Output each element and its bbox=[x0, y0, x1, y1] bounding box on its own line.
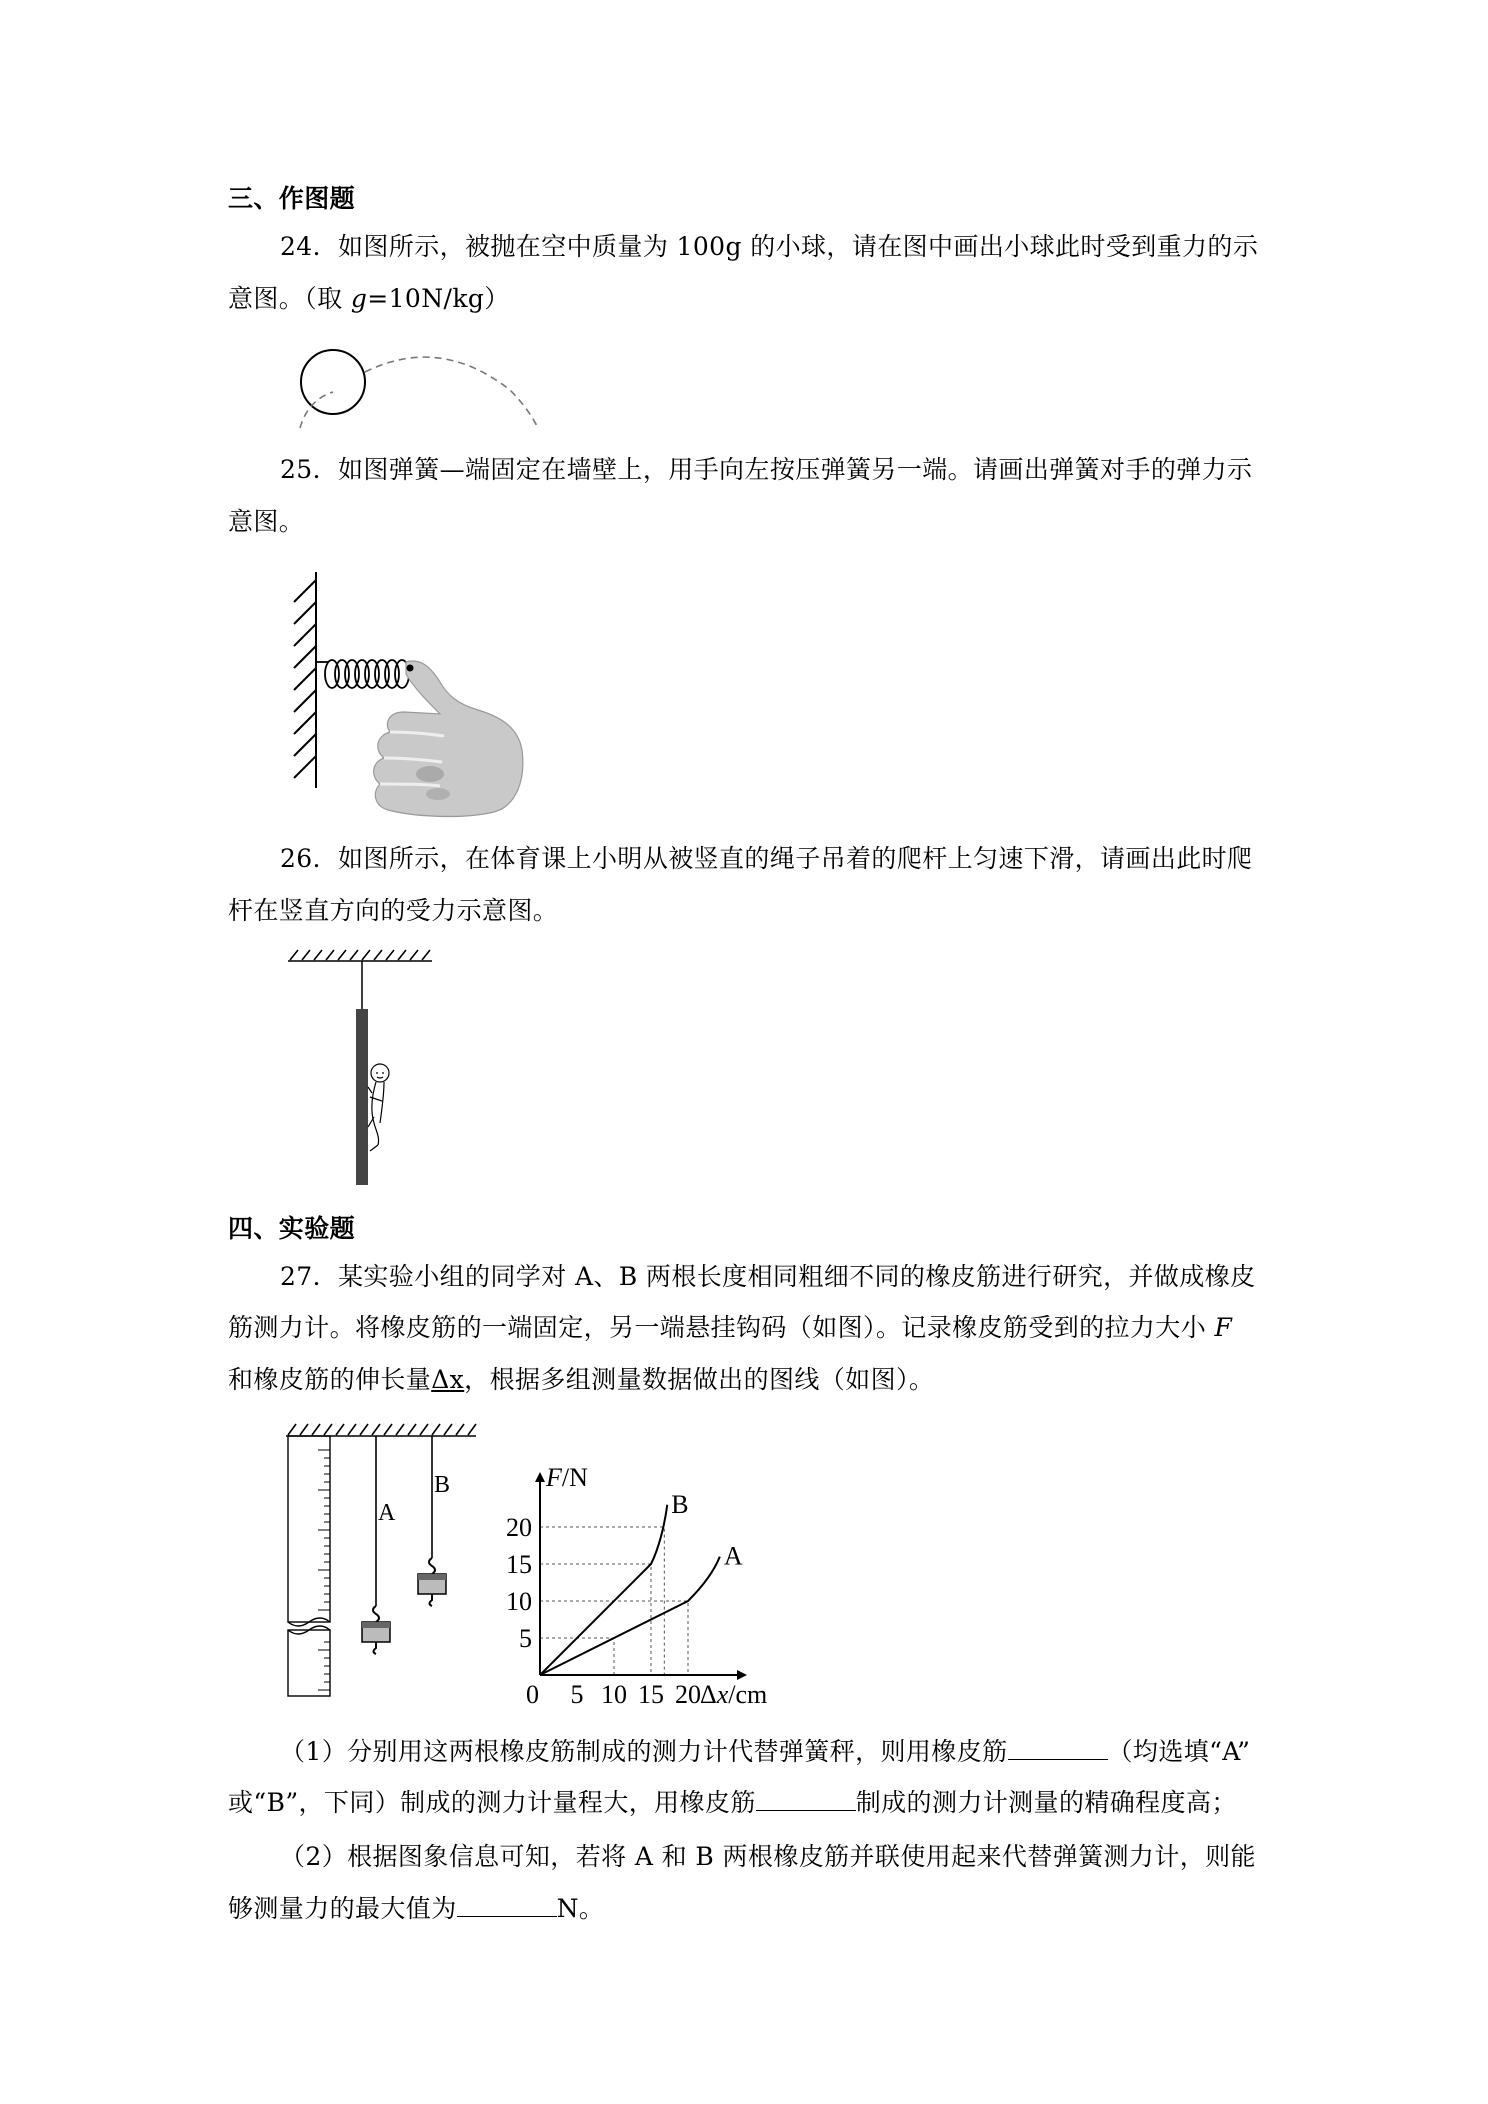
weight-a-icon bbox=[362, 1606, 390, 1654]
spring-coils bbox=[316, 660, 409, 688]
y-tick-15: 15 bbox=[506, 1550, 532, 1579]
section-heading-experiment: 四、实验题 bbox=[228, 1214, 356, 1243]
answer-blank-1[interactable] bbox=[1008, 1737, 1108, 1760]
x-axis-arrow bbox=[737, 1670, 747, 1680]
origin-label: 0 bbox=[526, 1680, 539, 1709]
weight-b-icon bbox=[418, 1558, 446, 1606]
y-tick-5: 5 bbox=[519, 1624, 532, 1653]
question-24-line-1: 24．如图所示，被抛在空中质量为 100g 的小球，请在图中画出小球此时受到重力的示 bbox=[280, 232, 1259, 261]
wall-hatching bbox=[294, 572, 316, 788]
y-tick-20: 20 bbox=[506, 1513, 532, 1542]
series-line-b bbox=[540, 1505, 667, 1675]
ruler bbox=[288, 1436, 330, 1696]
person-icon bbox=[368, 1064, 389, 1151]
ball-trajectory-figure bbox=[290, 340, 550, 440]
question-25-line-2: 意图。 bbox=[228, 507, 305, 536]
climbing-pole bbox=[356, 1009, 368, 1185]
y-axis-label: F/N bbox=[546, 1463, 588, 1492]
series-label-b: B bbox=[671, 1489, 689, 1519]
question-24-line-2: 意图。（取 g=10N/kg） bbox=[228, 284, 510, 313]
question-27-part-1-line-1: （1）分别用这两根橡皮筋制成的测力计代替弹簧秤，则用橡皮筋 （均选填“A” bbox=[280, 1737, 1251, 1766]
climbing-pole-figure bbox=[280, 945, 450, 1195]
label-a: A bbox=[378, 1500, 396, 1526]
x-tick-10: 10 bbox=[601, 1680, 627, 1709]
force-extension-chart bbox=[490, 1400, 840, 1720]
ruler-ticks bbox=[318, 1450, 330, 1690]
question-27-part-1-line-2: 或“B”，下同）制成的测力计量程大，用橡皮筋 制成的测力计测量的精确程度高； bbox=[228, 1788, 1237, 1817]
x-tick-15: 15 bbox=[638, 1680, 664, 1709]
spring-hand-figure bbox=[280, 570, 540, 825]
x-tick-20: 20 bbox=[675, 1680, 701, 1709]
series-label-a: A bbox=[723, 1541, 743, 1571]
x-tick-5: 5 bbox=[570, 1680, 584, 1709]
question-27-line-1: 27．某实验小组的同学对 A、B 两根长度相同粗细不同的橡皮筋进行研究，并做成橡皮 bbox=[280, 1262, 1256, 1291]
answer-blank-3[interactable] bbox=[457, 1894, 557, 1917]
question-27-line-2: 筋测力计。将橡皮筋的一端固定，另一端悬挂钩码（如图）。记录橡皮筋受到的拉力大小 F bbox=[228, 1313, 1233, 1342]
question-27-line-3: 和橡皮筋的伸长量Δx，根据多组测量数据做出的图线（如图）。 bbox=[228, 1365, 935, 1394]
ceiling-hatching bbox=[288, 950, 432, 961]
series-line-a bbox=[540, 1557, 720, 1675]
label-b: B bbox=[434, 1472, 451, 1498]
ball-circle bbox=[301, 350, 365, 414]
rubber-band-apparatus bbox=[280, 1420, 480, 1710]
section-heading-drawing: 三、作图题 bbox=[228, 184, 356, 213]
y-tick-10: 10 bbox=[506, 1587, 532, 1616]
x-axis-label: Δx/cm bbox=[700, 1680, 768, 1709]
support-hatching bbox=[286, 1424, 476, 1436]
y-axis-arrow bbox=[535, 1472, 545, 1482]
answer-blank-2[interactable] bbox=[756, 1788, 856, 1811]
question-26-line-1: 26．如图所示，在体育课上小明从被竖直的绳子吊着的爬杆上匀速下滑，请画出此时爬 bbox=[280, 844, 1253, 873]
question-26-line-2: 杆在竖直方向的受力示意图。 bbox=[228, 896, 559, 925]
contact-point bbox=[407, 665, 414, 672]
question-27-part-2-line-2: 够测量力的最大值为 N。 bbox=[228, 1894, 605, 1923]
chart-series-group bbox=[540, 1490, 743, 1675]
question-27-part-2-line-1: （2）根据图象信息可知，若将 A 和 B 两根橡皮筋并联使用起来代替弹簧测力计，则能 bbox=[280, 1842, 1256, 1871]
question-25-line-1: 25．如图弹簧—端固定在墙壁上，用手向左按压弹簧另一端。请画出弹簧对手的弹力示 bbox=[280, 455, 1253, 484]
trajectory-right bbox=[365, 357, 538, 428]
